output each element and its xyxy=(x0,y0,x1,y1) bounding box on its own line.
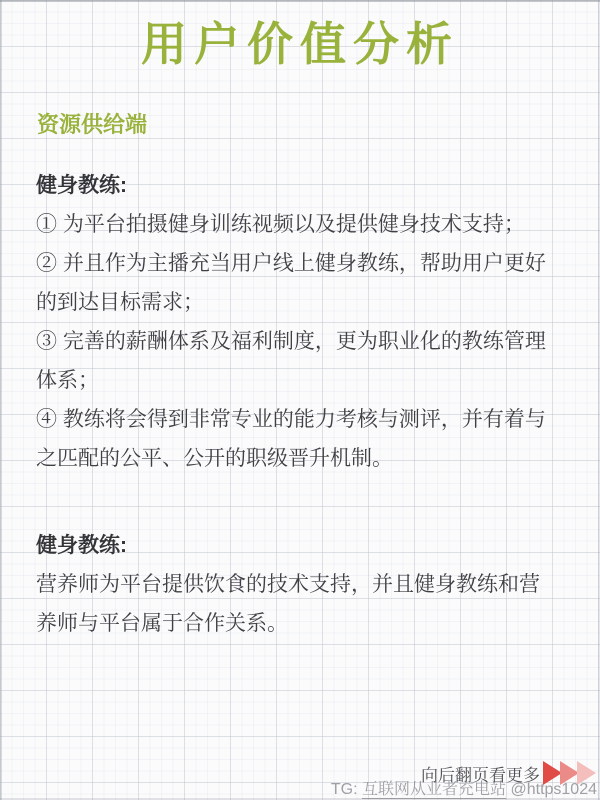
page-title: 用户价值分析 xyxy=(141,18,459,70)
block-heading: 健身教练: xyxy=(36,174,127,197)
content-block-fitness-coach xyxy=(36,166,572,478)
watermark xyxy=(331,781,597,799)
text-line: 体系； xyxy=(36,369,99,392)
text-line: 营养师为平台提供饮食的技术支持，并且健身教练和营 xyxy=(36,573,540,596)
text-line: ② 并且作为主播充当用户线上健身教练，帮助用户更好 xyxy=(36,252,546,275)
watermark-suffix: @https1024 xyxy=(506,781,597,798)
content-block-nutritionist xyxy=(36,526,572,643)
text-line: 之匹配的公平、公开的职级晋升机制。 xyxy=(36,447,393,470)
text-line: ④ 教练将会得到非常专业的能力考核与测评，并有着与 xyxy=(36,408,546,431)
watermark-name: 互联网从业者充电站 xyxy=(362,781,507,798)
more-pages-label: 向后翻页看更多 xyxy=(421,765,540,785)
text-line: 养师与平台属于合作关系。 xyxy=(36,612,288,635)
block-heading: 健身教练: xyxy=(36,534,127,557)
watermark-prefix: TG: xyxy=(330,781,363,798)
text-line: 的到达目标需求； xyxy=(36,291,204,314)
text-line: ③ 完善的薪酬体系及福利制度，更为职业化的教练管理 xyxy=(36,330,546,353)
text-line: ① 为平台拍摄健身训练视频以及提供健身技术支持； xyxy=(36,213,525,236)
section-heading-supply-side: 资源供给端 xyxy=(37,112,148,137)
